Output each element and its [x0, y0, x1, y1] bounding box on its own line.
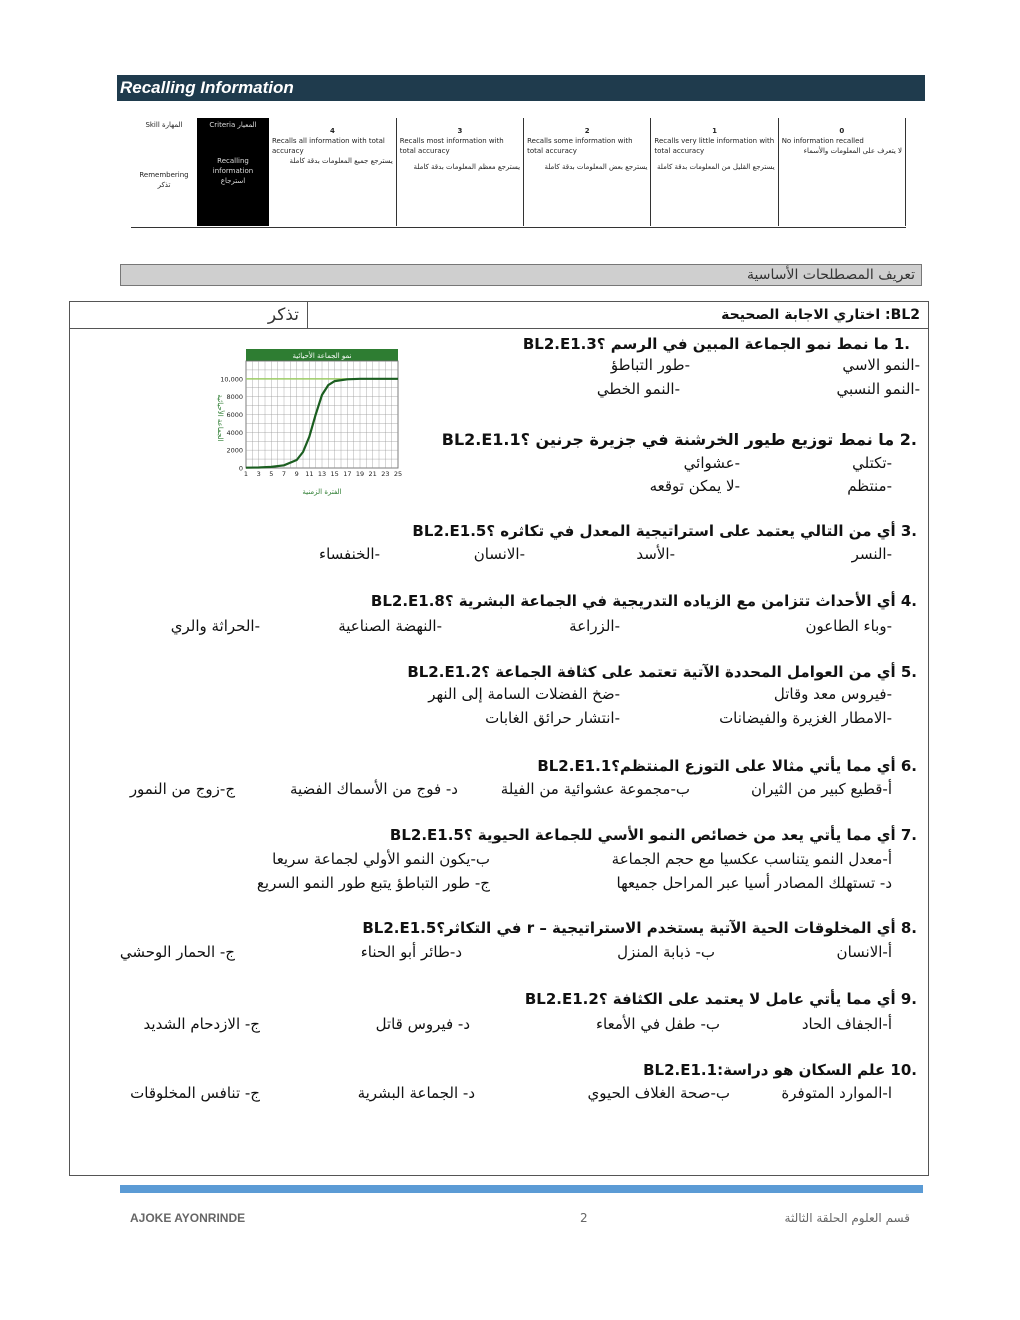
chart-y-tick-label: 4000	[226, 428, 243, 437]
chart-x-tick-label: 19	[355, 470, 365, 478]
rubric-criteria-cell	[197, 118, 269, 226]
q5-option-a[interactable]: -فيروس معد وقاتل	[773, 685, 892, 703]
question-4: .4 أي الأحداث تتزامن مع الزياده التدريجية في الجماعة البشرية ؟BL2.E1.8	[370, 592, 917, 610]
q1-option-d[interactable]: -النمو الخطي	[596, 380, 680, 398]
q2-option-d[interactable]: -لا يمكن توقعه	[649, 477, 740, 495]
chart-x-tick-label: 1	[243, 470, 249, 478]
chart-x-tick-label: 21	[368, 470, 377, 478]
q1-option-b[interactable]: -طور التباطؤ	[610, 356, 690, 374]
rubric-level-en: Recalls all information with total accuracy	[272, 137, 385, 155]
q9-option-b[interactable]: ب- طفل في الأمعاء	[595, 1015, 720, 1033]
question-3: .3 أي من التالي يعتمد على استراتيجية المعدل في تكاثره ؟BL2.E1.5	[412, 522, 917, 540]
chart-x-tick-label: 7	[281, 470, 287, 478]
q1-option-a[interactable]: -النمو الاسي	[842, 356, 920, 374]
key-terms-title: تعريف المصطلحات الأساسية	[747, 267, 915, 283]
q2-option-c[interactable]: -منتظم	[847, 477, 892, 495]
key-terms-bar	[120, 264, 922, 286]
growth-chart	[210, 346, 405, 496]
chart-x-tick-label: 9	[294, 470, 299, 478]
rubric-skill-cell	[131, 118, 197, 226]
q1-option-c[interactable]: -النمو النسبي	[836, 380, 920, 398]
rubric-score: 0	[839, 127, 845, 135]
chart-x-tick-label: 13	[317, 470, 327, 478]
q5-option-b[interactable]: -ضخ الفضلات السامة إلى النهر	[428, 685, 620, 703]
rubric-level-en: Recalls most information with total accuracy	[399, 137, 504, 155]
q9-option-a[interactable]: أ-الجفاف الحاد	[801, 1015, 892, 1033]
question-7: .7 أي مما يأتي يعد من خصائص النمو الأسي للجماعة الحيوية ؟BL2.E1.5	[389, 826, 917, 844]
rubric-level-en: Recalls some information with total accuracy	[527, 137, 633, 155]
rubric-level-ar: يسترجع القليل من المعلومات بدقة كاملة	[657, 163, 775, 171]
rubric-score: 3	[457, 127, 463, 135]
rubric-level-4	[269, 118, 396, 226]
chart-y-tick-label: 0	[238, 464, 243, 473]
rubric-bottom-rule	[131, 227, 906, 228]
q10-option-b[interactable]: ب-صحة الغلاف الحيوي	[587, 1084, 730, 1102]
rubric-level-en: Recalls very little information with total accuracy	[654, 137, 775, 155]
rubric-score: 1	[712, 127, 717, 135]
q8-option-c[interactable]: د-طائر أبو الحناء	[360, 943, 462, 961]
q5-option-c[interactable]: -الامطار الغزيرة والفيضانات	[719, 709, 892, 727]
rubric-criteria-name: Recalling information استرجاع	[212, 157, 254, 185]
skill-header	[69, 301, 308, 329]
chart-x-tick-label: 25	[393, 470, 403, 478]
chart-y-tick-label: 6000	[226, 411, 243, 419]
rubric-level-ar: يسترجع بعض المعلومات بدقة كاملة	[544, 163, 648, 171]
instruction-text: BL2: اختاري الاجابة الصحيحة	[721, 307, 920, 323]
q8-option-d[interactable]: ج- الحمار الوحشي	[119, 943, 235, 961]
footer-author: AJOKE AYONRINDE	[130, 1211, 246, 1225]
q8-option-b[interactable]: ب- ذبابة المنزل	[617, 943, 715, 961]
q3-option-c[interactable]: -الانسان	[473, 545, 525, 563]
q8-option-a[interactable]: أ-الانسان	[836, 943, 892, 961]
chart-x-tick-label: 15	[330, 470, 339, 478]
footer-rule	[120, 1185, 923, 1193]
chart-y-tick-label: 8000	[226, 393, 243, 402]
q3-option-d[interactable]: -الخنفساء	[319, 545, 380, 563]
q5-option-d[interactable]: -انتشار حرائق الغابات	[485, 709, 620, 727]
footer-page-number: 2	[580, 1211, 588, 1225]
rubric-level-1	[651, 118, 778, 226]
q6-option-a[interactable]: أ-قطيع كبير من الثيران	[750, 780, 892, 798]
q4-option-c[interactable]: -النهضة الصناعية	[338, 617, 442, 635]
footer-department: قسم العلوم الحلقة الثالثة	[784, 1211, 910, 1225]
q4-option-a[interactable]: -وباء الطاعون	[805, 617, 892, 635]
rubric-level-en: No information recalled	[781, 137, 864, 145]
rubric-level-0	[778, 118, 905, 226]
q2-option-b[interactable]: -عشوائي	[683, 454, 740, 472]
chart-x-tick-label: 17	[343, 470, 352, 478]
rubric-score: 2	[584, 127, 590, 135]
rubric-level-2	[524, 118, 651, 226]
chart-y-label: الجماعة الأحيائية	[216, 394, 224, 442]
q10-option-c[interactable]: د- الجماعة البشرية	[357, 1084, 475, 1102]
chart-grid	[246, 361, 398, 468]
q6-option-c[interactable]: د- فوج من الأسماك الفضية	[289, 780, 458, 798]
q6-option-d[interactable]: ج-زوج من النمور	[129, 780, 235, 798]
chart-y-tick-label: 2000	[226, 446, 243, 455]
chart-title: نمو الجماعة الأحيائية	[292, 352, 352, 360]
q7-option-a[interactable]: أ-معدل النمو يتناسب عكسيا مع حجم الجماعة	[611, 850, 892, 868]
section-banner	[117, 75, 925, 101]
chart-y-tick-label: 10,000	[220, 375, 243, 384]
skill-label: تذكر	[267, 305, 299, 325]
q7-option-b[interactable]: ب-يكون النمو الأولي لجماعة سريعا	[272, 850, 490, 868]
rubric-table	[131, 118, 906, 226]
question-5: .5 أي من العوامل المحددة الآتية تعتمد على كثافة الجماعة ؟BL2.E1.2	[407, 663, 917, 681]
q4-option-b[interactable]: -الزراعة	[569, 617, 620, 635]
q9-option-c[interactable]: د- فيروس قاتل	[375, 1015, 470, 1033]
chart-x-tick-label: 11	[305, 470, 314, 478]
rubric-skill-name: Remembering تذكر	[139, 171, 189, 189]
q3-option-a[interactable]: -النسر	[851, 545, 892, 563]
instruction-header	[307, 301, 929, 329]
q6-option-b[interactable]: ب-مجموعة عشوائية من الفيلة	[500, 780, 690, 798]
q4-option-d[interactable]: -الحراثة والري	[170, 617, 260, 635]
banner-title: Recalling Information	[120, 78, 294, 97]
q3-option-b[interactable]: -الأسد	[636, 545, 675, 563]
rubric-level-ar: يسترجع جميع المعلومات بدقة كاملة	[289, 157, 393, 165]
rubric-level-ar: لا يتعرف على المعلومات والأسماء	[803, 147, 902, 155]
rubric-score: 4	[329, 127, 335, 135]
q10-option-d[interactable]: ج- تنافس المخلوقات	[130, 1084, 260, 1102]
question-6: .6 أي مما يأتي مثالا على التوزع المنتظم؟BL2.E1.1	[537, 757, 917, 775]
rubric-criteria-header: Criteria المعيار	[209, 121, 257, 129]
rubric-level-ar: يسترجع معظم المعلومات بدقة كاملة	[413, 163, 521, 171]
question-2: .2 ما نمط توزيع طيور الخرشنة في جزيرة جرنين ؟BL2.E1.1	[441, 430, 917, 449]
question-1: .1 ما نمط نمو الجماعة المبين في الرسم ؟BL2.E1.3	[522, 335, 910, 353]
chart-x-ticks	[244, 470, 402, 478]
q7-option-d[interactable]: ج- طور التباطؤ يتبع طور النمو السريع	[256, 874, 490, 892]
q2-option-a[interactable]: -تكتلي	[852, 454, 892, 472]
q7-option-c[interactable]: د- تستهلك المصادر أسيا عبر المراحل جميعها	[616, 874, 892, 892]
rubric-skill-header: Skill المهارة	[145, 121, 183, 129]
rubric-level-3	[396, 118, 523, 226]
chart-x-tick-label: 3	[256, 470, 261, 478]
question-8: .8 أي المخلوقات الحية الآتية يستخدم الاستراتيجية – r في التكاثر؟BL2.E1.5	[362, 919, 917, 937]
question-10: .10 علم السكان هو دراسة:BL2.E1.1	[643, 1061, 917, 1079]
question-9: .9 أي مما يأتي عامل لا يعتمد على الكثافة ؟BL2.E1.2	[524, 990, 917, 1008]
q10-option-a[interactable]: ا-الموارد المتوفرة	[781, 1084, 892, 1102]
q9-option-d[interactable]: ج- الازدحام الشديد	[143, 1015, 260, 1033]
chart-x-label: الفترة الزمنية	[302, 488, 342, 496]
chart-x-tick-label: 5	[269, 470, 274, 478]
chart-x-tick-label: 23	[381, 470, 390, 478]
